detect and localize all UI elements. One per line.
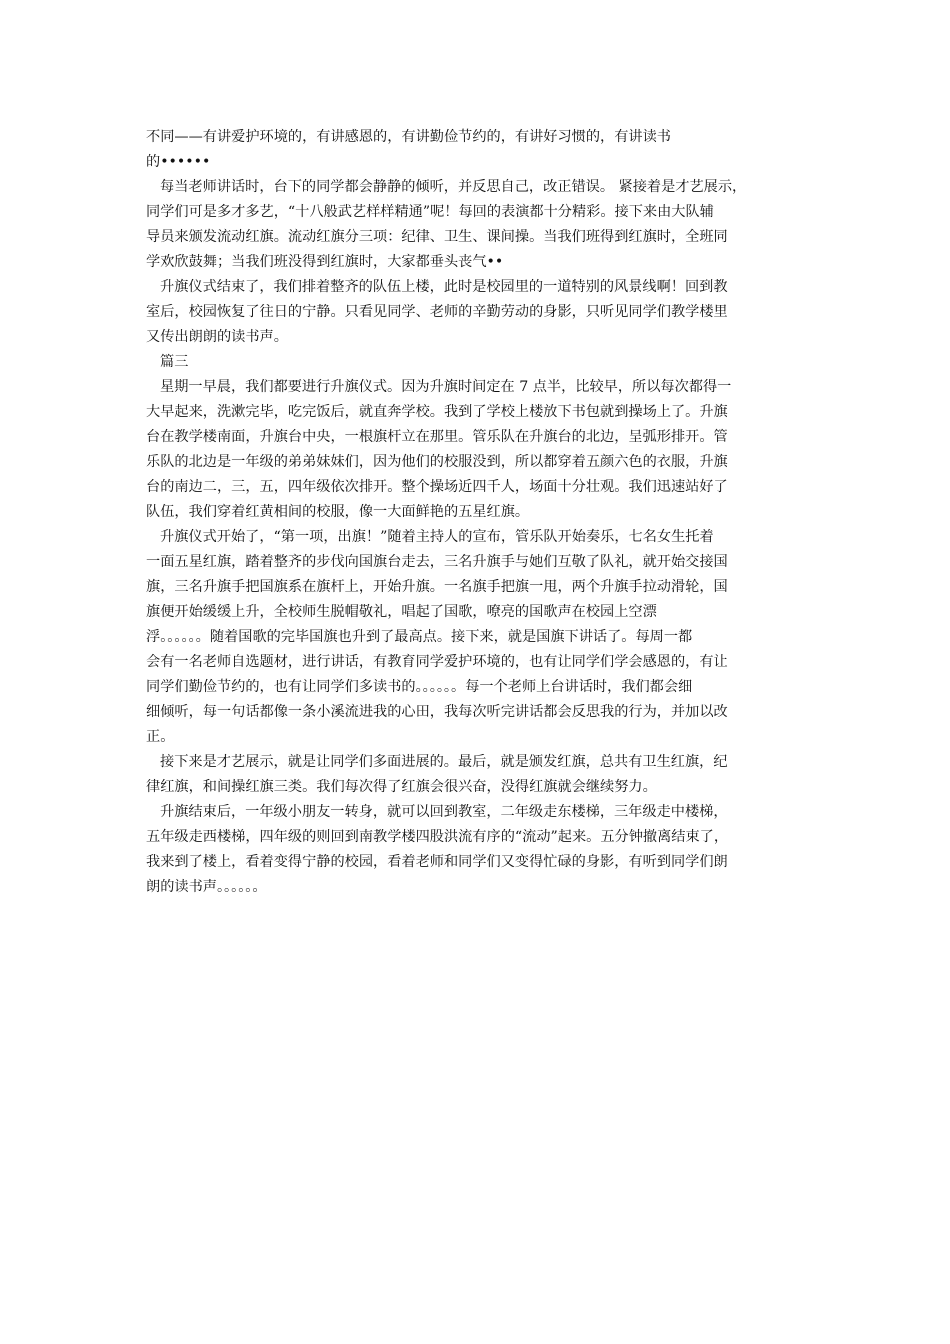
text-line: 乐队的北边是一年级的弟弟妹妹们，因为他们的校服没到，所以都穿着五颜六色的衣服，升旗 [146, 454, 728, 470]
text-line: 正。 [146, 729, 175, 745]
text-line: 同学们勤俭节约的，也有让同学们多读书的。。。。。。每一个老师上台讲话时，我们都会细 [146, 679, 693, 695]
text-line: 室后，校园恢复了往日的宁静。只看见同学、老师的辛勤劳动的身影，只听见同学们教学楼里 [146, 304, 728, 320]
section-heading: 篇三 [160, 354, 189, 370]
text-line: 学欢欣鼓舞；当我们班没得到红旗时，大家都垂头丧气•• [146, 254, 504, 270]
text-line: 的•••••• [146, 154, 211, 170]
text-line: 律红旗，和间操红旗三类。我们每次得了红旗会很兴奋，没得红旗就会继续努力。 [146, 779, 657, 795]
text-line: 台在教学楼南面，升旗台中央，一根旗杆立在那里。管乐队在升旗台的北边，呈弧形排开。管 [146, 429, 728, 445]
text-line: 升旗仪式结束了，我们排着整齐的队伍上楼，此时是校园里的一道特别的风景线啊！回到教 [160, 279, 728, 295]
text-line: 旗，三名升旗手把国旗系在旗杆上，开始升旗。一名旗手把旗一甩，两个升旗手拉动滑轮，国 [146, 579, 728, 595]
text-line: 一面五星红旗，踏着整齐的步伐向国旗台走去，三名升旗手与她们互敬了队礼，就开始交接国 [146, 554, 728, 570]
text-line: 细倾听，每一句话都像一条小溪流进我的心田，我每次听完讲话都会反思我的行为，并加以改 [146, 704, 728, 720]
text-line: 旗便开始缓缓上升，全校师生脱帽敬礼，唱起了国歌，嘹亮的国歌声在校园上空漂 [146, 604, 657, 620]
text-line: 星期一早晨，我们都要进行升旗仪式。因为升旗时间定在 7 点半，比较早，所以每次都得一 [160, 379, 732, 395]
text-line: 升旗结束后，一年级小朋友一转身，就可以回到教室，二年级走东楼梯，三年级走中楼梯， [160, 804, 728, 820]
text-line: 不同——有讲爱护环境的，有讲感恩的，有讲勤俭节约的，有讲好习惯的，有讲读书 [146, 129, 671, 145]
text-line: 同学们可是多才多艺，“十八般武艺样样精通”呢！每回的表演都十分精彩。接下来由大队辅 [146, 204, 714, 220]
text-line: 我来到了楼上，看着变得宁静的校园，看着老师和同学们又变得忙碌的身影，有听到同学们朗 [146, 854, 728, 870]
text-line: 接下来是才艺展示，就是让同学们多面进展的。最后，就是颁发红旗，总共有卫生红旗，纪 [160, 754, 728, 770]
text-line: 升旗仪式开始了，“第一项，出旗！”随着主持人的宣布，管乐队开始奏乐，七名女生托着 [160, 529, 714, 545]
text-line: 浮。。。。。。随着国歌的完毕国旗也升到了最高点。接下来，就是国旗下讲话了。每周一都 [146, 629, 693, 645]
text-line: 每当老师讲话时，台下的同学都会静静的倾听，并反思自己，改正错误。 紧接着是才艺展示， [160, 179, 747, 195]
text-line: 会有一名老师自选题材，进行讲话，有教育同学爱护环境的，也有让同学们学会感恩的，有让 [146, 654, 728, 670]
text-line: 队伍，我们穿着红黄相间的校服，像一大面鲜艳的五星红旗。 [146, 504, 530, 520]
text-line: 大早起来，洗漱完毕，吃完饭后，就直奔学校。我到了学校上楼放下书包就到操场上了。升旗 [146, 404, 728, 420]
text-line: 又传出朗朗的读书声。 [146, 329, 288, 345]
text-line: 导员来颁发流动红旗。流动红旗分三项：纪律、卫生、课间操。当我们班得到红旗时，全班同 [146, 229, 728, 245]
text-line: 朗的读书声。。。。。。 [146, 879, 267, 895]
text-line: 五年级走西楼梯，四年级的则回到南教学楼四股洪流有序的“流动”起来。五分钟撤离结束了， [146, 829, 729, 845]
text-line: 台的南边二，三，五，四年级依次排开。整个操场近四千人，场面十分壮观。我们迅速站好了 [146, 479, 728, 495]
